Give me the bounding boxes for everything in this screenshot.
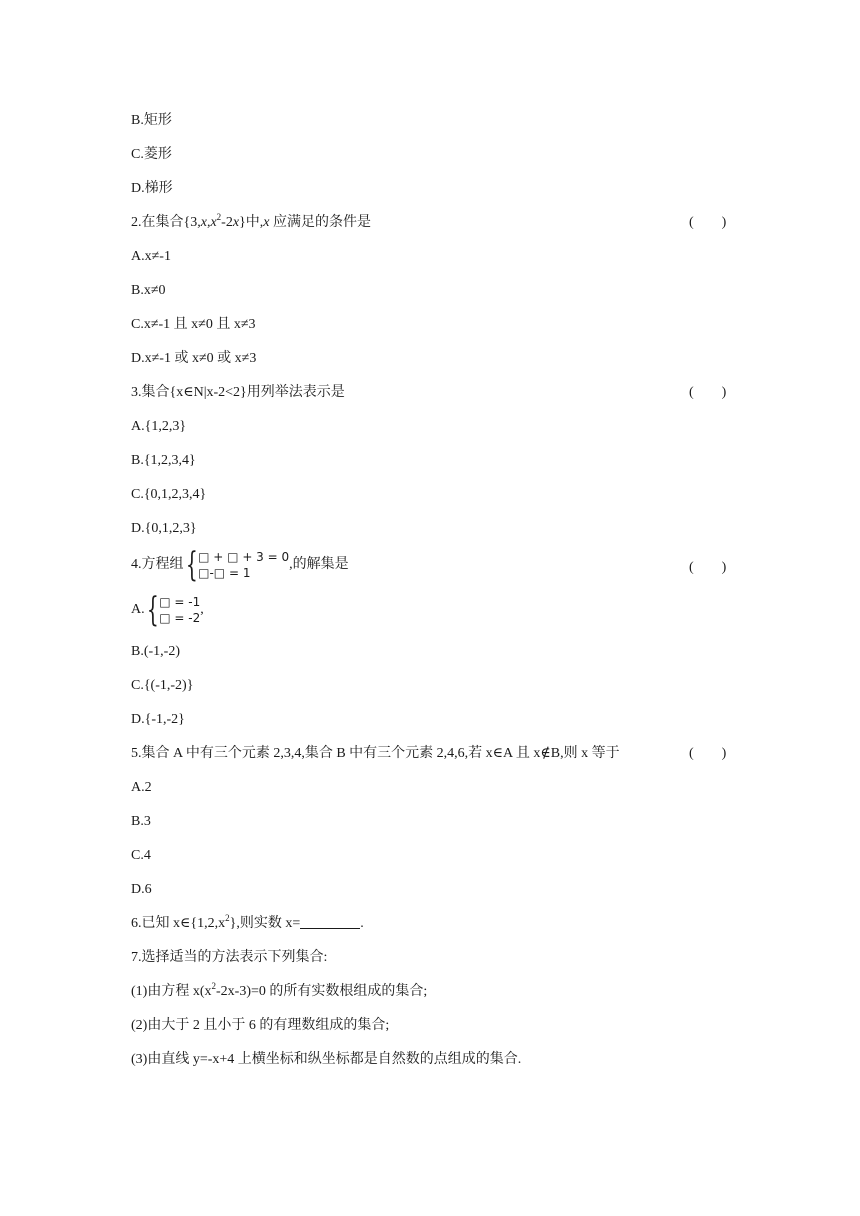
equation-system: □ + □ + 3 = 0 □-□ = 1 [198, 549, 290, 580]
q2-option-a: A.x≠-1 [131, 249, 171, 264]
q2-option-b: B.x≠0 [131, 283, 166, 298]
q1-option-b: B.矩形 [131, 113, 172, 128]
q3-option-c: C.{0,1,2,3,4} [131, 487, 207, 502]
q7-part-3: (3)由直线 y=-x+4 上横坐标和纵坐标都是自然数的点组成的集合. [131, 1052, 522, 1067]
left-brace-icon: { [185, 544, 198, 585]
q2-answer-blank: ( ) [689, 215, 727, 230]
q3-option-a: A.{1,2,3} [131, 419, 187, 434]
q3-stem: 3.集合{x∈N|x-2<2}用列举法表示是 [131, 385, 345, 400]
q4-option-c: C.{(-1,-2)} [131, 678, 194, 693]
q3-option-d: D.{0,1,2,3} [131, 521, 197, 536]
q1-option-d: D.梯形 [131, 181, 173, 196]
q4-option-a: A.{ □ = -1 □ = -2 , [131, 589, 204, 630]
q3-answer-blank: ( ) [689, 385, 727, 400]
solution-system: □ = -1 □ = -2 [159, 594, 201, 625]
q4-stem: 4.方程组{ □ + □ + 3 = 0 □-□ = 1 ,的解集是 [131, 544, 349, 585]
q2-option-d: D.x≠-1 或 x≠0 或 x≠3 [131, 351, 257, 366]
fill-in-blank [300, 916, 360, 929]
q7-stem: 7.选择适当的方法表示下列集合: [131, 950, 328, 965]
q7-part-1: (1)由方程 $x(x^2-2x-3)=0$ 的所有实数根组成的集合; [131, 981, 428, 999]
q2-option-c: C.x≠-1 且 x≠0 且 x≠3 [131, 317, 256, 332]
q5-option-a: A.2 [131, 780, 152, 795]
q5-answer-blank: ( ) [689, 746, 727, 761]
q5-option-b: B.3 [131, 814, 151, 829]
q2-stem: 2.在集合$\{3,x,x^2-2x\}$中,x 应满足的条件是 [131, 212, 372, 230]
q6-stem: 6.已知 $x\in\{1,2,x^2\}$,则实数 x= . [131, 913, 364, 931]
q5-option-d: D.6 [131, 882, 152, 897]
q5-stem: 5.集合 A 中有三个元素 2,3,4,集合 B 中有三个元素 2,4,6,若 x∈A 且 x∉B,则 x 等于 [131, 746, 620, 761]
q4-option-b: B.(-1,-2) [131, 644, 180, 659]
q3-option-b: B.{1,2,3,4} [131, 453, 196, 468]
q1-option-c: C.菱形 [131, 147, 172, 162]
q5-option-c: C.4 [131, 848, 151, 863]
q7-part-2: (2)由大于 2 且小于 6 的有理数组成的集合; [131, 1018, 390, 1033]
left-brace-icon: { [146, 589, 159, 630]
q4-answer-blank: ( ) [689, 560, 727, 575]
q4-option-d: D.{-1,-2} [131, 712, 185, 727]
